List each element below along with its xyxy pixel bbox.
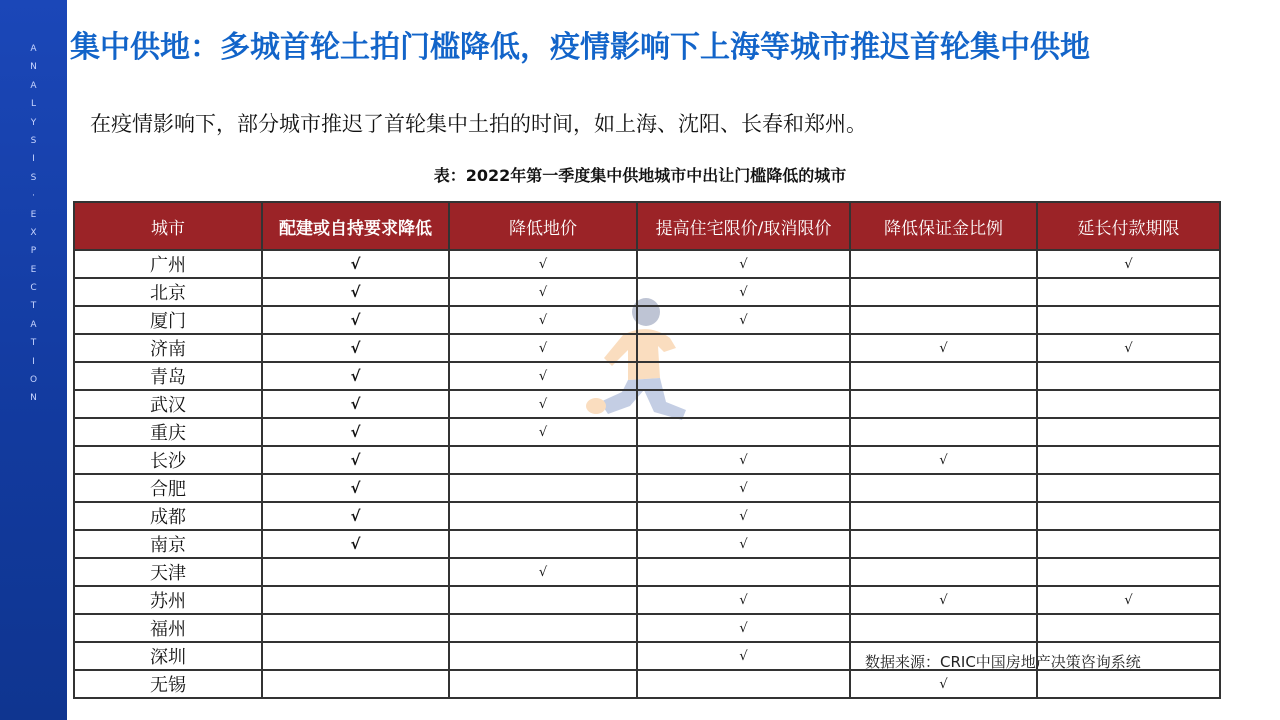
check-cell: √ (1037, 250, 1220, 278)
header-lower-deposit: 降低保证金比例 (850, 202, 1037, 250)
check-cell (449, 502, 637, 530)
table-row (74, 390, 1220, 418)
check-cell: √ (637, 530, 850, 558)
check-cell: √ (637, 502, 850, 530)
city-cell: 武汉 (74, 390, 262, 418)
check-cell: √ (262, 306, 449, 334)
side-letter: C (30, 283, 37, 294)
check-cell (850, 278, 1037, 306)
side-letter: A (30, 80, 37, 91)
side-letter: T (30, 338, 37, 349)
check-cell (850, 502, 1037, 530)
check-cell (262, 642, 449, 670)
check-cell (1037, 502, 1220, 530)
check-cell: √ (262, 530, 449, 558)
table-header-row (74, 202, 1220, 250)
side-letter: E (30, 264, 37, 275)
check-cell (1037, 558, 1220, 586)
table-row (74, 670, 1220, 698)
check-cell (850, 362, 1037, 390)
policy-table (73, 201, 1221, 699)
table-row (74, 530, 1220, 558)
check-cell (449, 642, 637, 670)
side-letter: O (29, 375, 38, 386)
table-row (74, 362, 1220, 390)
table-row (74, 334, 1220, 362)
check-cell: √ (637, 278, 850, 306)
check-cell (262, 614, 449, 642)
check-cell: √ (262, 446, 449, 474)
data-source-note: 数据来源：CRIC中国房地产决策咨询系统 (865, 653, 1141, 671)
check-cell (637, 334, 850, 362)
check-cell (1037, 446, 1220, 474)
side-letter: I (32, 154, 35, 165)
check-cell: √ (449, 362, 637, 390)
check-cell: √ (637, 446, 850, 474)
check-cell (449, 670, 637, 698)
city-cell: 重庆 (74, 418, 262, 446)
check-cell (449, 446, 637, 474)
header-extend-payment: 延长付款期限 (1037, 202, 1220, 250)
header-city: 城市 (74, 202, 262, 250)
side-letter: E (30, 209, 37, 220)
side-letter: N (30, 62, 37, 73)
check-cell (637, 390, 850, 418)
check-cell: √ (637, 586, 850, 614)
check-cell (449, 586, 637, 614)
check-cell: √ (850, 446, 1037, 474)
check-cell (262, 586, 449, 614)
side-letter: X (30, 227, 37, 238)
check-cell (1037, 474, 1220, 502)
header-lower-price: 降低地价 (449, 202, 637, 250)
check-cell (850, 418, 1037, 446)
check-cell (850, 250, 1037, 278)
check-cell: √ (850, 334, 1037, 362)
city-cell: 厦门 (74, 306, 262, 334)
page-title: 集中供地：多城首轮土拍门槛降低，疫情影响下上海等城市推迟首轮集中供地 (70, 30, 1090, 65)
check-cell (449, 614, 637, 642)
header-raise-price-cap: 提高住宅限价/取消限价 (637, 202, 850, 250)
check-cell (637, 362, 850, 390)
check-cell: √ (637, 306, 850, 334)
check-cell (1037, 418, 1220, 446)
city-cell: 无锡 (74, 670, 262, 698)
check-cell (1037, 670, 1220, 698)
side-accent-bar (0, 0, 67, 720)
check-cell: √ (449, 418, 637, 446)
check-cell (1037, 362, 1220, 390)
check-cell: √ (850, 670, 1037, 698)
check-cell: √ (449, 250, 637, 278)
side-letter: P (30, 246, 37, 257)
side-letter: Y (30, 117, 37, 128)
table-row (74, 446, 1220, 474)
city-cell: 广州 (74, 250, 262, 278)
table-row (74, 278, 1220, 306)
check-cell: √ (449, 278, 637, 306)
check-cell (850, 390, 1037, 418)
check-cell: √ (1037, 334, 1220, 362)
check-cell: √ (262, 278, 449, 306)
check-cell: √ (637, 614, 850, 642)
check-cell (850, 306, 1037, 334)
intro-text: 在疫情影响下，部分城市推迟了首轮集中土拍的时间，如上海、沈阳、长春和郑州。 (90, 112, 867, 136)
side-letter: S (30, 135, 37, 146)
check-cell: √ (262, 390, 449, 418)
check-cell: √ (1037, 586, 1220, 614)
side-vertical-text (0, 40, 67, 408)
check-cell (850, 614, 1037, 642)
check-cell (850, 474, 1037, 502)
check-cell: √ (262, 502, 449, 530)
table-row (74, 474, 1220, 502)
city-cell: 济南 (74, 334, 262, 362)
check-cell (1037, 530, 1220, 558)
city-cell: 天津 (74, 558, 262, 586)
check-cell: √ (449, 334, 637, 362)
check-cell: √ (637, 474, 850, 502)
city-cell: 深圳 (74, 642, 262, 670)
check-cell (637, 418, 850, 446)
side-letter: T (30, 301, 37, 312)
table-row (74, 586, 1220, 614)
check-cell: √ (449, 390, 637, 418)
city-cell: 南京 (74, 530, 262, 558)
table-row (74, 306, 1220, 334)
check-cell (449, 474, 637, 502)
check-cell: √ (262, 474, 449, 502)
side-letter: L (30, 99, 36, 110)
check-cell (1037, 390, 1220, 418)
check-cell: √ (637, 250, 850, 278)
table-caption: 表：2022年第一季度集中供地城市中出让门槛降低的城市 (433, 166, 847, 185)
side-letter: N (30, 393, 37, 404)
city-cell: 成都 (74, 502, 262, 530)
table-row (74, 558, 1220, 586)
side-letter: A (30, 44, 37, 54)
check-cell: √ (262, 334, 449, 362)
check-cell: √ (637, 642, 850, 670)
check-cell (449, 530, 637, 558)
header-reduced-requirement: 配建或自持要求降低 (262, 202, 449, 250)
table-row (74, 250, 1220, 278)
check-cell: √ (449, 306, 637, 334)
check-cell (637, 670, 850, 698)
check-cell (850, 558, 1037, 586)
side-letter: · (32, 191, 35, 202)
check-cell (262, 670, 449, 698)
check-cell (850, 530, 1037, 558)
check-cell (1037, 278, 1220, 306)
city-cell: 长沙 (74, 446, 262, 474)
table-row (74, 614, 1220, 642)
table-row (74, 418, 1220, 446)
check-cell (637, 558, 850, 586)
check-cell (1037, 614, 1220, 642)
check-cell: √ (262, 362, 449, 390)
check-cell: √ (850, 586, 1037, 614)
check-cell (262, 558, 449, 586)
city-cell: 合肥 (74, 474, 262, 502)
side-letter: I (32, 356, 35, 367)
city-cell: 苏州 (74, 586, 262, 614)
city-cell: 福州 (74, 614, 262, 642)
check-cell: √ (262, 250, 449, 278)
side-letter: A (30, 319, 37, 330)
check-cell: √ (262, 418, 449, 446)
check-cell (1037, 306, 1220, 334)
table-row (74, 502, 1220, 530)
city-cell: 北京 (74, 278, 262, 306)
check-cell: √ (449, 558, 637, 586)
side-letter: S (30, 172, 37, 183)
city-cell: 青岛 (74, 362, 262, 390)
